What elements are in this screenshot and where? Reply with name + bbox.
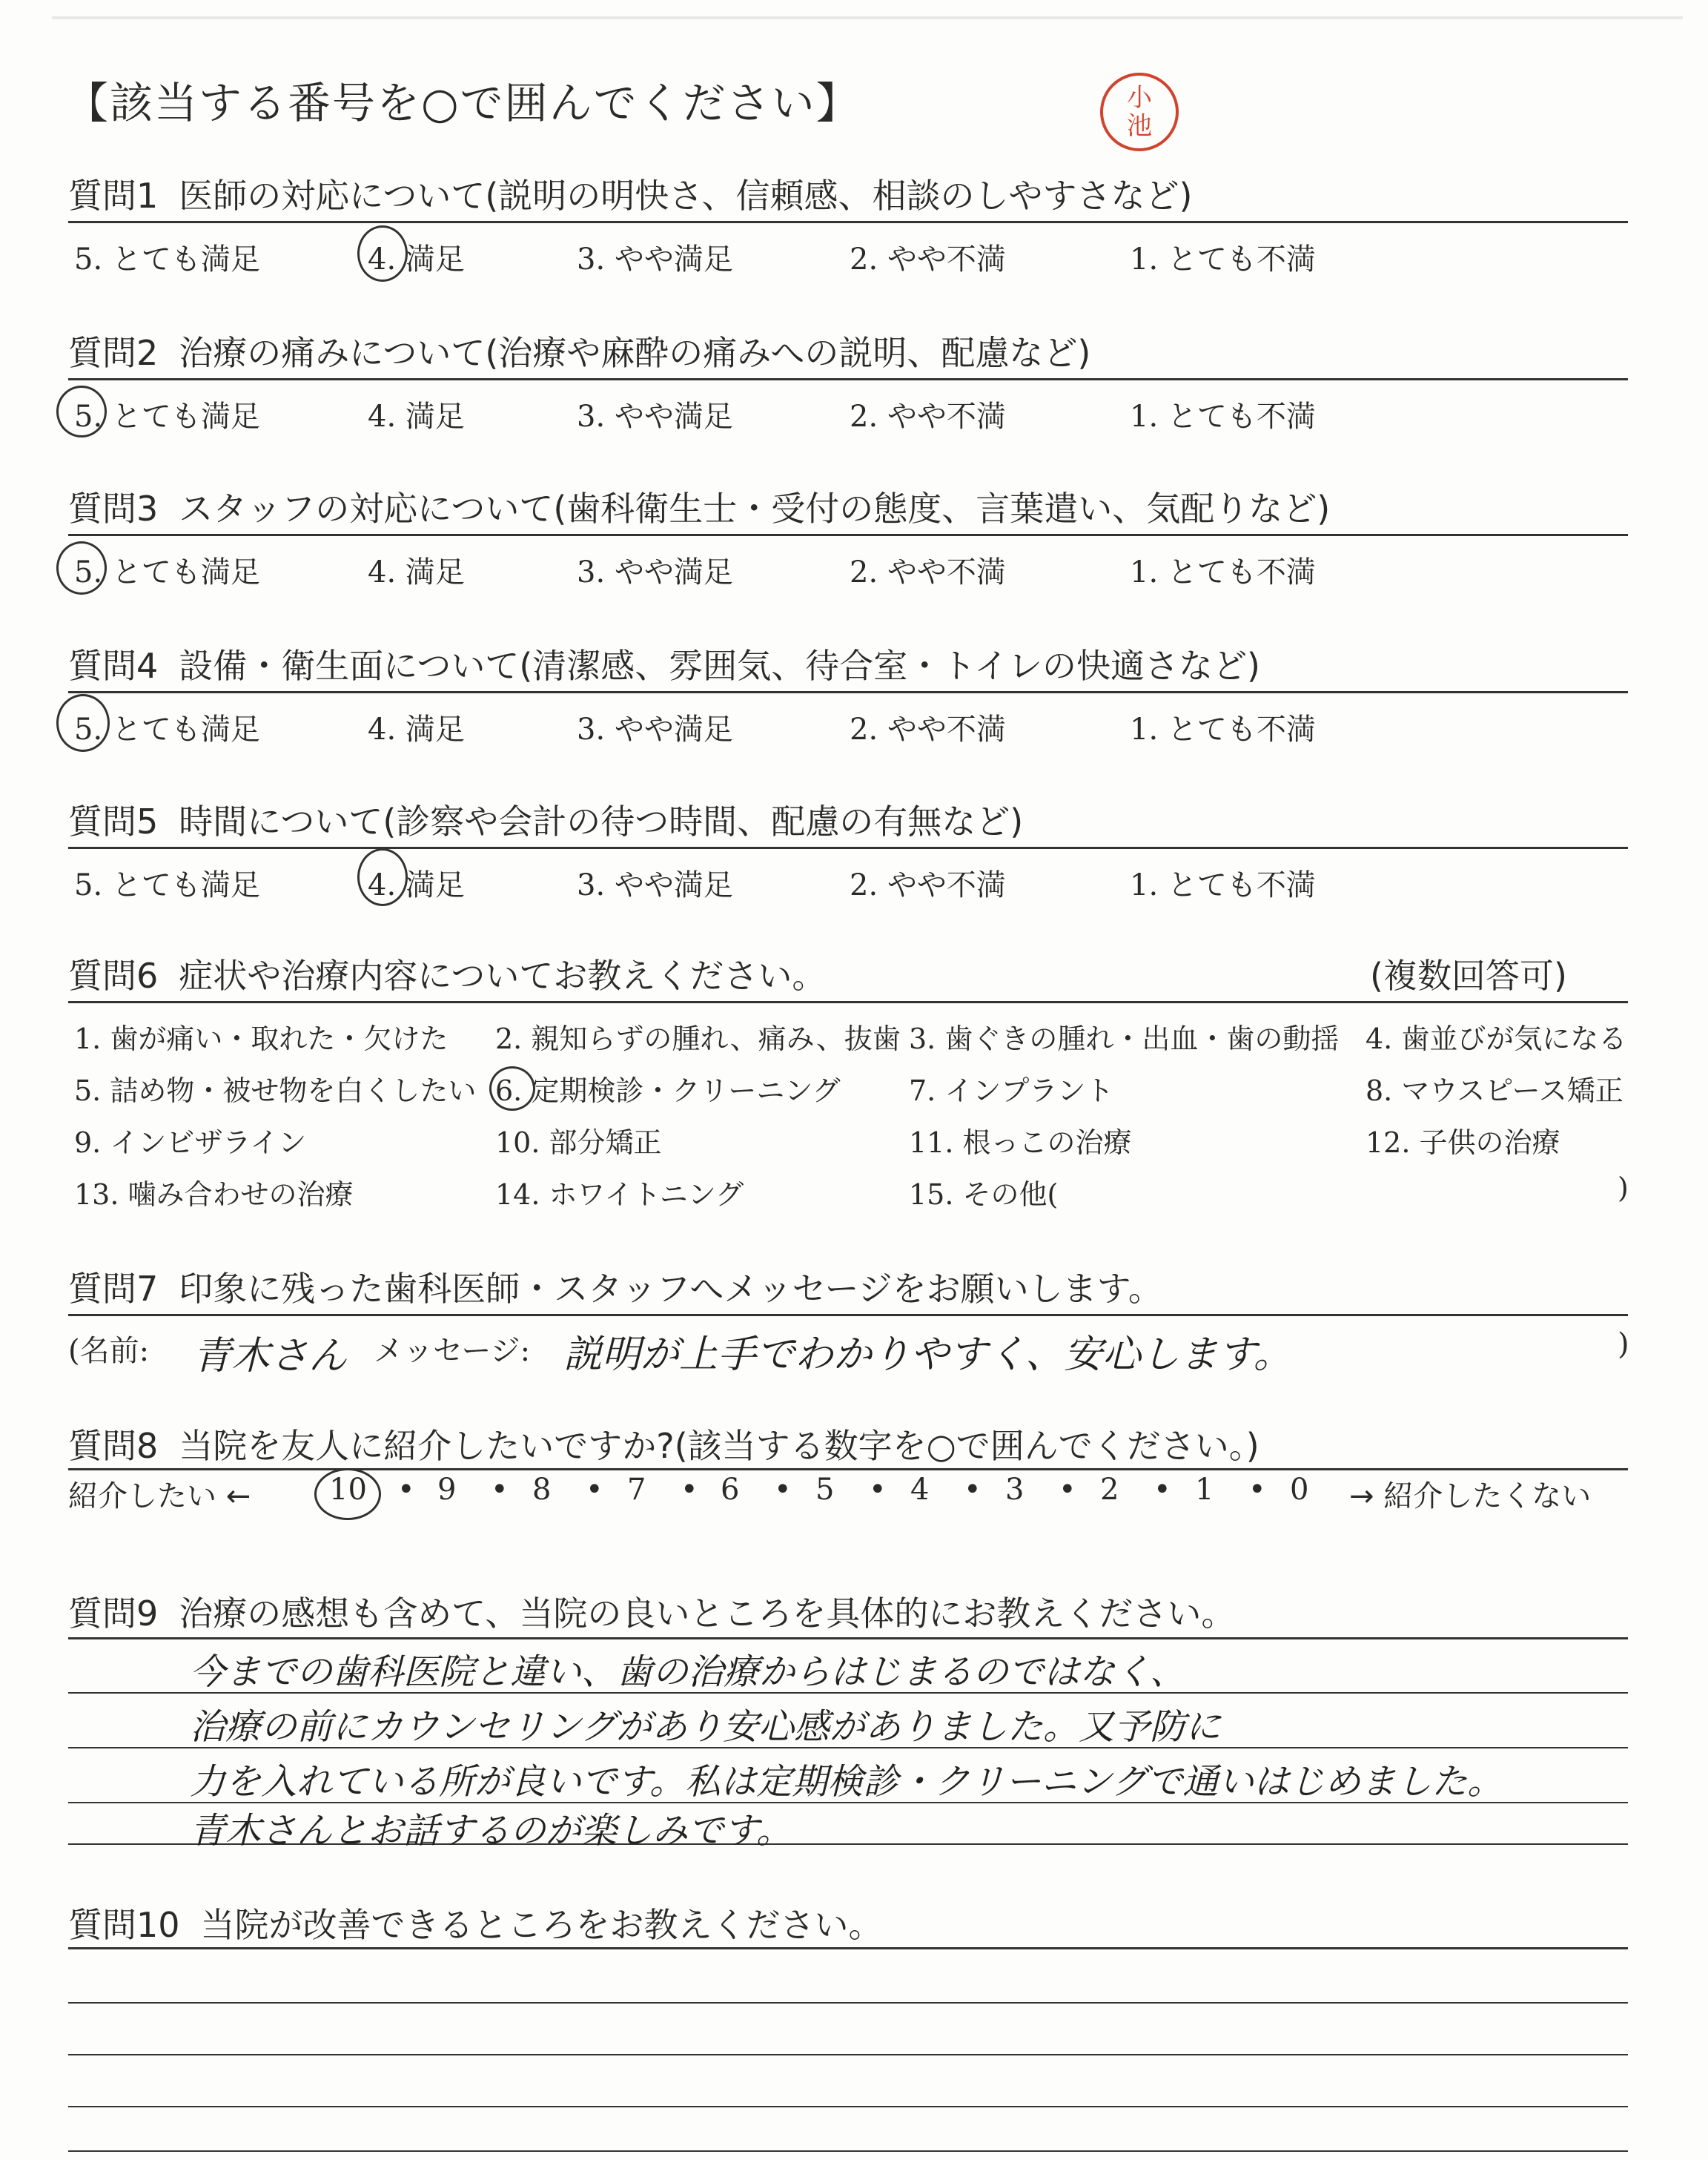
q10-writing-line — [68, 2002, 1628, 2004]
q6-option-14[interactable]: 14. ホワイトニング — [495, 1178, 744, 1211]
q4-option-3[interactable]: 3. やや満足 — [577, 713, 733, 747]
q6-number: 質問6 — [68, 956, 159, 996]
q2-selected-circle — [56, 386, 107, 437]
q9-answer-line-1: 今までの歯科医院と違い、歯の治療からはじまるのではなく、 — [190, 1651, 1186, 1693]
q4-rule — [68, 691, 1628, 693]
q3-rule — [68, 534, 1628, 536]
q5-title — [68, 795, 1023, 844]
page-title: 【該当する番号を○で囲んでください】 — [65, 78, 861, 128]
q6-option-9[interactable]: 9. インビザライン — [74, 1126, 307, 1159]
q6-option-2[interactable]: 2. 親知らずの腫れ、痛み、抜歯 — [495, 1023, 901, 1055]
q8-dot: • — [869, 1473, 887, 1507]
q2-option-1[interactable]: 1. とても不満 — [1130, 400, 1316, 434]
q8-num-10[interactable]: 10 — [329, 1473, 367, 1507]
q7-name-handwritten: 青木さん — [193, 1334, 348, 1378]
q1-title — [68, 169, 1192, 218]
q6-title — [68, 949, 826, 998]
q7-title — [68, 1262, 1162, 1311]
q8-text: 当院を友人に紹介したいですか?(該当する数字を○で囲んでください。) — [179, 1426, 1260, 1466]
q6-option-15[interactable]: 15. その他( — [909, 1178, 1059, 1211]
q4-title — [68, 639, 1260, 688]
q4-option-5[interactable]: 5. とても満足 — [74, 713, 260, 747]
q2-text: 治療の痛みについて(治療や麻酔の痛みへの説明、配慮など) — [179, 333, 1091, 373]
q10-rule — [68, 1947, 1628, 1949]
q8-num-9[interactable]: 9 — [437, 1473, 457, 1507]
q6-option-11[interactable]: 11. 根っこの治療 — [909, 1126, 1132, 1159]
q5-option-3[interactable]: 3. やや満足 — [577, 868, 733, 902]
q8-num-5[interactable]: 5 — [815, 1473, 835, 1507]
q8-title — [68, 1419, 1260, 1468]
q5-option-5[interactable]: 5. とても満足 — [74, 868, 260, 902]
q8-dot: • — [1153, 1473, 1171, 1507]
q8-num-1[interactable]: 1 — [1195, 1473, 1214, 1507]
q10-title — [68, 1898, 883, 1947]
q1-selected-circle — [357, 225, 408, 282]
q8-number: 質問8 — [68, 1426, 159, 1466]
q9-title — [68, 1587, 1235, 1636]
q2-rule — [68, 378, 1628, 380]
q6-text: 症状や治療内容についてお教えください。 — [179, 956, 827, 996]
q9-rule — [68, 1637, 1628, 1639]
q10-text: 当院が改善できるところをお教えください。 — [200, 1905, 883, 1945]
q1-option-2[interactable]: 2. やや不満 — [850, 242, 1006, 277]
q1-number: 質問1 — [68, 176, 159, 216]
q8-dot: • — [774, 1473, 792, 1507]
q6-option-4[interactable]: 4. 歯並びが気になる — [1366, 1023, 1627, 1055]
q9-answer-line-4: 青木さんとお話するのが楽しみです。 — [190, 1810, 792, 1852]
q1-rule — [68, 221, 1628, 223]
q5-selected-circle — [357, 848, 408, 906]
q2-title — [68, 326, 1090, 375]
q8-num-2[interactable]: 2 — [1100, 1473, 1119, 1507]
q8-dot: • — [681, 1473, 698, 1507]
q5-number: 質問5 — [68, 802, 159, 842]
q8-dot: • — [1248, 1473, 1266, 1507]
q2-option-3[interactable]: 3. やや満足 — [577, 400, 733, 434]
q6-rule — [68, 1001, 1628, 1003]
q3-number: 質問3 — [68, 489, 159, 529]
q1-text: 医師の対応について(説明の明快さ、信頼感、相談のしやすさなど) — [179, 176, 1193, 216]
q5-option-4[interactable]: 4. 満足 — [368, 868, 465, 902]
q10-writing-line — [68, 2054, 1628, 2055]
q6-option-10[interactable]: 10. 部分矯正 — [495, 1126, 662, 1159]
q6-option-7[interactable]: 7. インプラント — [909, 1074, 1114, 1107]
q3-selected-circle — [56, 541, 107, 595]
q6-option-5[interactable]: 5. 詰め物・被せ物を白くしたい — [74, 1074, 477, 1107]
q4-text: 設備・衛生面について(清潔感、雰囲気、待合室・トイレの快適さなど) — [179, 646, 1260, 686]
q6-option-6[interactable]: 6. 定期検診・クリーニング — [495, 1074, 841, 1107]
hanko-seal — [1100, 73, 1179, 151]
q6-note: (複数回答可) — [1370, 956, 1567, 996]
q7-close-paren: ) — [1618, 1327, 1629, 1361]
q4-number: 質問4 — [68, 646, 159, 686]
q1-option-5[interactable]: 5. とても満足 — [74, 242, 260, 277]
q10-writing-line — [68, 2106, 1628, 2107]
q9-answer-line-2: 治療の前にカウンセリングがあり安心感がありました。又予防に — [190, 1706, 1222, 1748]
q5-text: 時間について(診察や会計の待つ時間、配慮の有無など) — [179, 802, 1024, 842]
q3-option-2[interactable]: 2. やや不満 — [850, 555, 1006, 589]
q8-num-4[interactable]: 4 — [910, 1473, 930, 1507]
q4-option-4[interactable]: 4. 満足 — [368, 713, 465, 747]
q10-writing-line — [68, 2150, 1628, 2152]
q8-num-3[interactable]: 3 — [1005, 1473, 1025, 1507]
q8-num-7[interactable]: 7 — [627, 1473, 646, 1507]
q7-message-handwritten: 説明が上手でわかりやすく、安心します。 — [563, 1332, 1292, 1377]
q6-option-12[interactable]: 12. 子供の治療 — [1366, 1126, 1560, 1159]
q9-text: 治療の感想も含めて、当院の良いところを具体的にお教えください。 — [179, 1593, 1236, 1634]
q6-option-13[interactable]: 13. 噛み合わせの治療 — [74, 1178, 354, 1211]
q8-dot: • — [1059, 1473, 1076, 1507]
q8-rule — [68, 1468, 1628, 1470]
q3-option-4[interactable]: 4. 満足 — [368, 555, 465, 589]
q4-option-2[interactable]: 2. やや不満 — [850, 713, 1006, 747]
q7-name-label: (名前: — [68, 1334, 150, 1368]
q3-title — [68, 482, 1330, 531]
q7-message-label: メッセージ: — [374, 1334, 531, 1368]
q1-option-1[interactable]: 1. とても不満 — [1130, 242, 1316, 277]
q8-num-0[interactable]: 0 — [1290, 1473, 1309, 1507]
q4-selected-circle — [56, 694, 110, 752]
q8-num-6[interactable]: 6 — [721, 1473, 740, 1507]
q5-rule — [68, 847, 1628, 849]
seal-char-1: 小 — [1127, 83, 1152, 113]
q8-num-8[interactable]: 8 — [532, 1473, 552, 1507]
q8-dot: • — [964, 1473, 982, 1507]
q9-answer-line-3: 力を入れている所が良いです。私は定期検診・クリーニングで通いはじめました。 — [190, 1761, 1503, 1803]
q5-option-2[interactable]: 2. やや不満 — [850, 868, 1006, 902]
q6-selected-circle — [489, 1066, 535, 1111]
q1-option-3[interactable]: 3. やや満足 — [577, 242, 733, 277]
q8-right-label: → 紹介したくない — [1349, 1479, 1592, 1513]
q8-dot: • — [397, 1473, 415, 1507]
q3-text: スタッフの対応について(歯科衛生士・受付の態度、言葉遣い、気配りなど) — [179, 489, 1331, 529]
q7-rule — [68, 1314, 1628, 1316]
q2-option-4[interactable]: 4. 満足 — [368, 400, 465, 434]
q6-option-8[interactable]: 8. マウスピース矯正 — [1366, 1074, 1623, 1107]
q10-number: 質問10 — [68, 1905, 180, 1945]
q5-option-1[interactable]: 1. とても不満 — [1130, 868, 1316, 902]
q3-option-1[interactable]: 1. とても不満 — [1130, 555, 1316, 589]
q8-dot: • — [586, 1473, 603, 1507]
q2-option-2[interactable]: 2. やや不満 — [850, 400, 1006, 434]
q2-option-5[interactable]: 5. とても満足 — [74, 400, 260, 434]
seal-char-2: 池 — [1127, 111, 1152, 141]
q8-selected-circle — [314, 1468, 381, 1520]
q1-option-4[interactable]: 4. 満足 — [368, 242, 465, 277]
q8-left-label: 紹介したい ← — [68, 1479, 251, 1513]
q9-number: 質問9 — [68, 1593, 159, 1634]
q6-option-15-close: ) — [1618, 1172, 1629, 1204]
q8-dot: • — [491, 1473, 509, 1507]
q2-number: 質問2 — [68, 333, 159, 373]
q6-option-1[interactable]: 1. 歯が痛い・取れた・欠けた — [74, 1023, 448, 1055]
page-top-edge — [52, 16, 1683, 19]
q7-number: 質問7 — [68, 1269, 159, 1309]
q3-option-3[interactable]: 3. やや満足 — [577, 555, 733, 589]
q4-option-1[interactable]: 1. とても不満 — [1130, 713, 1316, 747]
q3-option-5[interactable]: 5. とても満足 — [74, 555, 260, 589]
q6-option-3[interactable]: 3. 歯ぐきの腫れ・出血・歯の動揺 — [909, 1023, 1340, 1055]
q7-text: 印象に残った歯科医師・スタッフへメッセージをお願いします。 — [179, 1269, 1162, 1309]
